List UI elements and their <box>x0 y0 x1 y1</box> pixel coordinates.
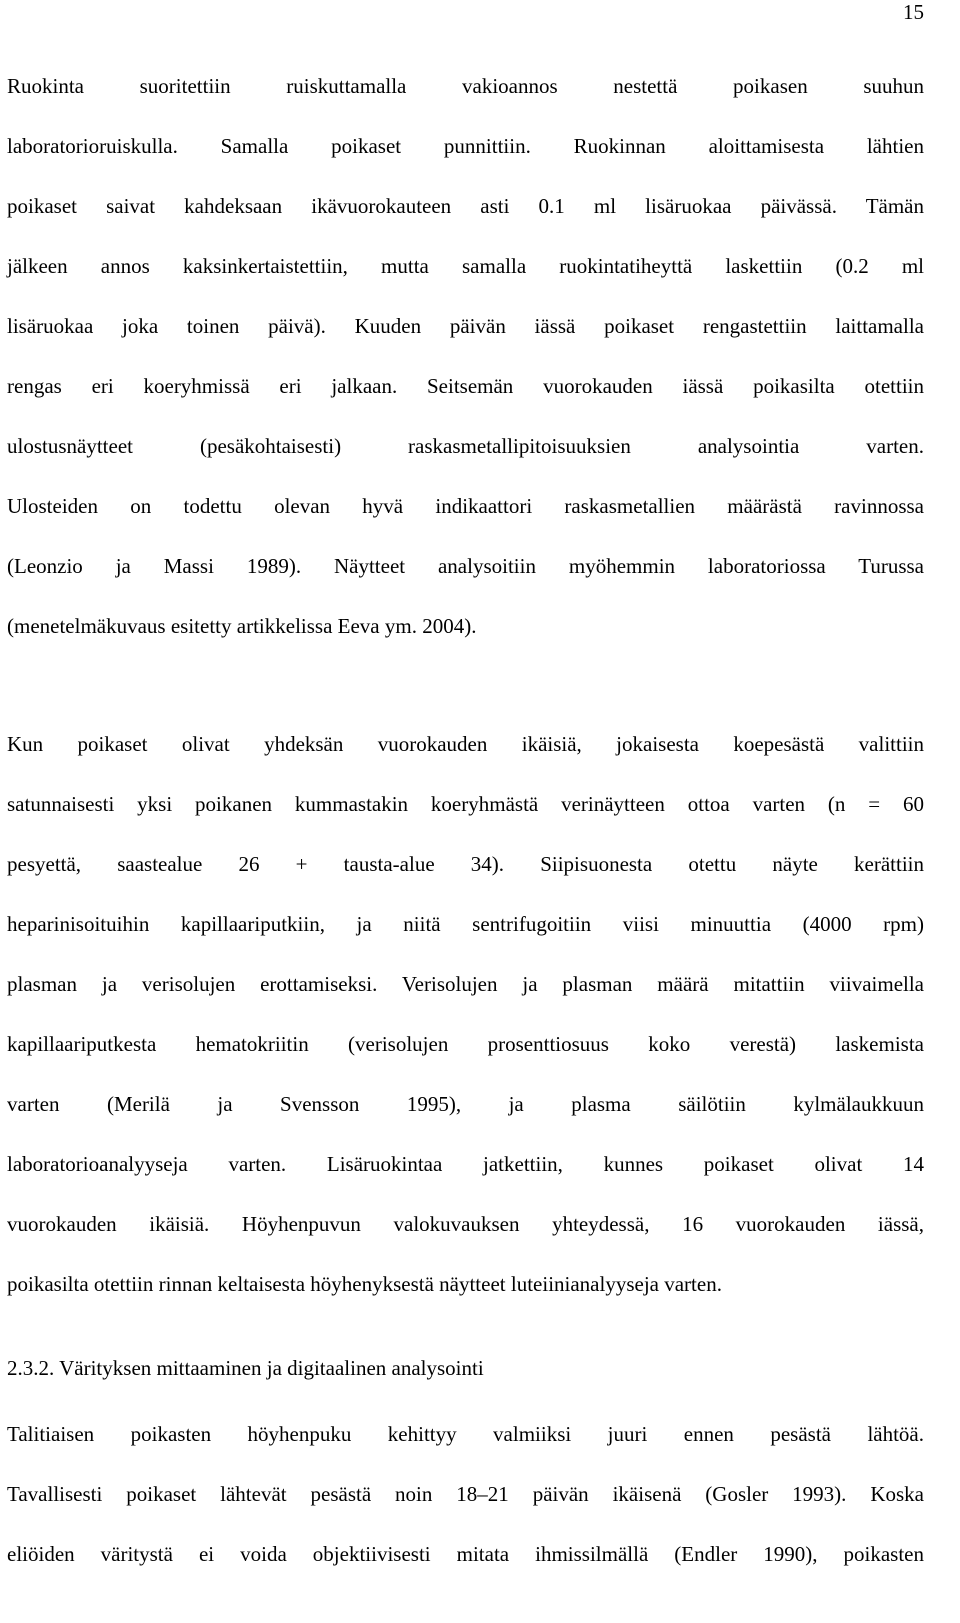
page-number: 15 <box>903 0 924 24</box>
text-line: kapillaariputkesta hematokriitin (verisolujen prosenttiosuus koko verestä) laskemista <box>7 1032 924 1056</box>
text-line: heparinisoituihin kapillaariputkiin, ja niitä sentrifugoitiin viisi minuuttia (4000 rpm) <box>7 912 924 936</box>
text-line: Ulosteiden on todettu olevan hyvä indikaattori raskasmetallien määrästä ravinnossa <box>7 494 924 518</box>
text-line: rengas eri koeryhmissä eri jalkaan. Seitsemän vuorokauden iässä poikasilta otettiin <box>7 374 924 398</box>
text-line: Kun poikaset olivat yhdeksän vuorokauden ikäisiä, jokaisesta koepesästä valittiin <box>7 732 924 756</box>
text-line: Ruokinta suoritettiin ruiskuttamalla vakioannos nestettä poikasen suuhun <box>7 74 924 98</box>
text-line: laboratorioruiskulla. Samalla poikaset punnittiin. Ruokinnan aloittamisesta lähtien <box>7 134 924 158</box>
text-line: Tavallisesti poikaset lähtevät pesästä noin 18–21 päivän ikäisenä (Gosler 1993). Koska <box>7 1482 924 1506</box>
text-line: poikasilta otettiin rinnan keltaisesta höyhenyksestä näytteet luteiinianalyyseja varten. <box>7 1272 722 1296</box>
text-line: vuorokauden ikäisiä. Höyhenpuvun valokuvauksen yhteydessä, 16 vuorokauden iässä, <box>7 1212 924 1236</box>
text-line: (menetelmäkuvaus esitetty artikkelissa Eeva ym. 2004). <box>7 614 477 638</box>
text-line: eliöiden väritystä ei voida objektiivisesti mitata ihmissilmällä (Endler 1990), poikasten <box>7 1542 924 1566</box>
text-line: 2.3.2. Värityksen mittaaminen ja digitaalinen analysointi <box>7 1356 484 1380</box>
text-line: laboratorioanalyyseja varten. Lisäruokintaa jatkettiin, kunnes poikaset olivat 14 <box>7 1152 924 1176</box>
text-line: Talitiaisen poikasten höyhenpuku kehittyy valmiiksi juuri ennen pesästä lähtöä. <box>7 1422 924 1446</box>
text-line: ulostusnäytteet (pesäkohtaisesti) raskasmetallipitoisuuksien analysointia varten. <box>7 434 924 458</box>
text-line: satunnaisesti yksi poikanen kummastakin koeryhmästä verinäytteen ottoa varten (n = 60 <box>7 792 924 816</box>
text-line: varten (Merilä ja Svensson 1995), ja plasma säilötiin kylmälaukkuun <box>7 1092 924 1116</box>
text-line: plasman ja verisolujen erottamiseksi. Verisolujen ja plasman määrä mitattiin viivaimella <box>7 972 924 996</box>
text-line: poikaset saivat kahdeksaan ikävuorokauteen asti 0.1 ml lisäruokaa päivässä. Tämän <box>7 194 924 218</box>
text-line: pesyettä, saastealue 26 + tausta-alue 34). Siipisuonesta otettu näyte kerättiin <box>7 852 924 876</box>
text-line: (Leonzio ja Massi 1989). Näytteet analysoitiin myöhemmin laboratoriossa Turussa <box>7 554 924 578</box>
text-line: jälkeen annos kaksinkertaistettiin, mutta samalla ruokintatiheyttä laskettiin (0.2 ml <box>7 254 924 278</box>
text-line: lisäruokaa joka toinen päivä). Kuuden päivän iässä poikaset rengastettiin laittamalla <box>7 314 924 338</box>
